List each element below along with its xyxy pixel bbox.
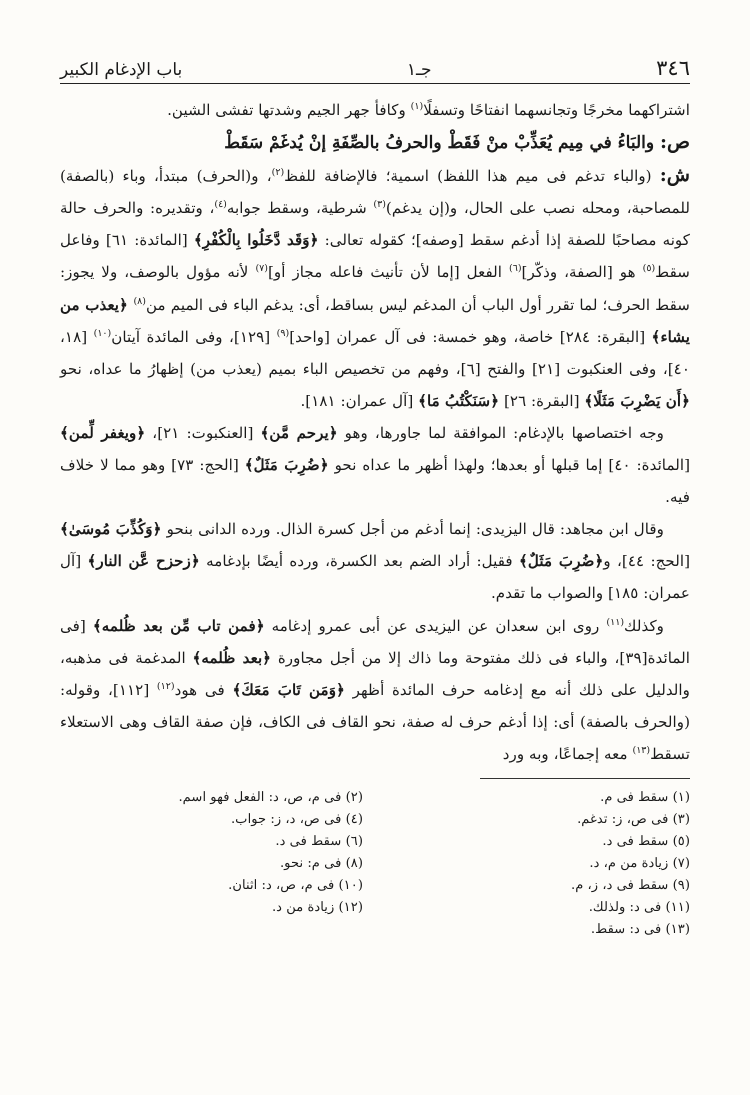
- text-run: [الحج: ٧٣] وهو مما لا خلاف فيه.: [60, 456, 690, 507]
- verse-line: [60, 126, 690, 159]
- text-run: شرطية، وسقط جوابه: [226, 199, 374, 218]
- text-run: [١٢٩]، وفى المائدة آيتان: [111, 327, 277, 346]
- volume-marker: جـ١: [406, 60, 432, 80]
- quran-quote: ﴿أَن يَضْرِبَ مَثَلًا﴾: [584, 391, 690, 410]
- quran-quote: ﴿ويغفر لِّمن﴾: [60, 423, 146, 442]
- footnote-7: (٧) زيادة من م، د.: [589, 855, 690, 871]
- text-run: وكذلك: [624, 616, 665, 635]
- paragraph-reason: [60, 417, 690, 513]
- text-run: اشتراكهما مخرجًا وتجانسهما انفتاحًا وتسفلًا: [423, 101, 690, 119]
- text-run: هو [الصفة، وذكّر]: [521, 263, 643, 282]
- text-run: ، وتقديره: والحرف حالة كونه مصاحبًا للصفة إذا أدغم سقط [وصفه]؛ كقوله تعالى:: [60, 199, 691, 250]
- text-run: [١٨، ٤٠]، وفى العنكبوت [٢١] والفتح [٦]، وفهم من تخصيص الباء بميم (يعذب من) إظهارُ ما عداه، نحو: [60, 327, 690, 378]
- text-run: وجه اختصاصها بالإدغام: الموافقة لما جاورها، وهو: [337, 423, 665, 442]
- footnote-2: (٢) فى م، ص، د: الفعل فهو اسم.: [178, 789, 363, 805]
- text-run: معه إجماعًا، وبه ورد: [502, 744, 633, 763]
- quran-quote: ﴿زحزح عَّن النار﴾: [87, 552, 200, 571]
- quran-quote: ﴿وَكُذِّبَ مُوسَىٰ﴾: [60, 520, 162, 539]
- text-run: [البقرة: ٢٦]: [499, 391, 585, 410]
- footnote-ref: (١): [410, 100, 424, 112]
- text-run: ، و(الحرف) مبتدأ، وباء (بالصفة) للمصاحبة، ومحله نصب على الحال، و(إن يدغم): [60, 167, 690, 218]
- footnote-ref: (٧): [255, 263, 268, 275]
- footnote-1: (١) سقط فى م.: [600, 789, 690, 805]
- footnote-ref: (٤): [214, 199, 227, 211]
- quran-quote: ﴿وَمَن تَابَ مَعَكَ﴾: [232, 680, 345, 699]
- footnote-5: (٥) سقط فى د.: [602, 833, 690, 849]
- paragraph-ibn-mujahid: [60, 513, 690, 609]
- text-run: المدغمة فى مذهبه، والدليل على ذلك أنه مع إدغامه حرف المائدة أظهر: [60, 648, 690, 699]
- main-text: [60, 94, 690, 770]
- footnote-4: (٤) فى ص، د، ز: جواب.: [230, 811, 363, 827]
- text-run: روى ابن سعدان عن اليزيدى عن أبى عمرو إدغامه: [264, 616, 607, 635]
- text-run: فقيل: أراد الضم بعد الكسرة، ورده أيضًا بإدغامه: [199, 552, 520, 571]
- footnote-13: (١٣) فى د: سقط.: [590, 921, 690, 937]
- text-run: [فى المائدة[٣٩]، والباء فى ذلك مفتوحة وما ذاك إلا من أجل مجاورة: [60, 616, 691, 667]
- text-run: [١١٢]، وقوله: (والحرف بالصفة) أى: إذا أدغم حرف له صفة، نحو القاف فى الكاف، فإن صفة القاف وهى الاستعلاء تسقط: [60, 680, 690, 763]
- footnote-ref: (٢): [271, 167, 285, 179]
- footnote-ref: (١٠): [93, 327, 112, 339]
- quran-quote: ﴿ضُرِبَ مَثَلٌ﴾: [244, 456, 329, 475]
- footnote-ref: (٨): [133, 295, 146, 307]
- text-run: وقال ابن مجاهد: قال اليزيدى: إنما أدغم من أجل كسرة الذال. ورده الدانى بنحو: [161, 520, 664, 539]
- paragraph-intro: [60, 94, 690, 126]
- text-run: [البقرة: ٢٨٤] خاصة، وهو خمسة: فى آل عمران [واحد]: [289, 327, 652, 346]
- page-number: ٣٤٦: [656, 56, 690, 80]
- footnote-6: (٦) سقط فى د.: [275, 833, 363, 849]
- text-run: [العنكبوت: ٢١]،: [145, 423, 261, 442]
- commentary-label: ش:: [659, 164, 690, 187]
- quran-quote: ﴿سَنَكْتُبُ مَا﴾: [418, 391, 500, 410]
- quran-quote: ﴿ضُرِبَ مَثَلٌ﴾: [519, 552, 604, 571]
- quran-quote: ﴿فمن تاب مِّن بعد ظُلمه﴾: [92, 616, 265, 635]
- footnote-ref: (٣): [373, 199, 386, 211]
- quran-quote: ﴿يرحم مَّن﴾: [260, 423, 338, 442]
- quran-quote: ﴿بعد ظُلمه﴾: [192, 648, 272, 667]
- footnote-12: (١٢) زيادة من د.: [271, 899, 363, 915]
- text-run: [آل عمران: ١٨١].: [300, 391, 419, 410]
- footnote-ref: (١٣): [632, 744, 651, 756]
- footnote-9: (٩) سقط فى د، ز، م.: [571, 877, 690, 893]
- text-run: [المائدة: ٤٠] إما قبلها أو بعدها؛ ولهذا أظهر ما عداه نحو: [328, 456, 690, 475]
- footnote-8: (٨) فى م: نحو.: [279, 855, 363, 871]
- quran-quote: ﴿وَقَد دَّخَلُوا بِالْكُفْرِ﴾: [193, 231, 319, 250]
- footnote-11: (١١) فى د: ولذلك.: [588, 899, 690, 915]
- text-run: (والباء تدغم فى ميم هذا اللفظ) اسمية؛ فالإضافة للفظ: [284, 167, 660, 186]
- text-run: وكافأ جهر الجيم وشدتها تفشى الشين.: [167, 101, 411, 119]
- footnotes: [60, 787, 690, 941]
- running-head: [60, 44, 690, 84]
- text-run: فى هود: [174, 680, 233, 699]
- footnote-ref: (٦): [508, 263, 522, 275]
- commentary-paragraph: [60, 159, 690, 417]
- footnote-ref: (١٢): [156, 680, 175, 692]
- footnote-ref: (٥): [642, 263, 656, 275]
- verse-text: والبَاءُ في مِيم يُعَذِّبْ منْ فَقَطْ والحرفُ بالصِّفَةِ إنْ يُدغَمْ سَقَطْ: [224, 133, 661, 154]
- text-run: [الحج: ٤٤]، و: [603, 552, 691, 571]
- text-run: [آل عمران: ١٨٥] والصواب ما تقدم.: [60, 552, 690, 603]
- footnote-ref: (١١): [606, 616, 625, 628]
- footnote-separator: [480, 778, 690, 779]
- paragraph-ibn-saadan: [60, 610, 690, 770]
- footnote-10: (١٠) فى م، ص، د: اثنان.: [228, 877, 363, 893]
- footnote-ref: (٩): [276, 327, 290, 339]
- verse-label: ص:: [660, 131, 690, 154]
- text-run: [المائدة: ٦١] وفاعل سقط: [60, 231, 690, 282]
- quran-quote: ﴿يعذب من يشاء﴾: [60, 295, 690, 346]
- chapter-title: باب الإدغام الكبير: [60, 60, 183, 80]
- text-run: الفعل [إما لأن تأنيث فاعله مجاز أو]: [267, 263, 509, 282]
- text-run: لأنه مؤول بالوصف، ولا يجوز: سقط الحرف؛ لما تقرر أول الباب أن المدغم ليس بساقط، أى: يدغم الباء فى الميم من: [60, 263, 691, 314]
- footnote-3: (٣) فى ص، ز: تدغم.: [577, 811, 690, 827]
